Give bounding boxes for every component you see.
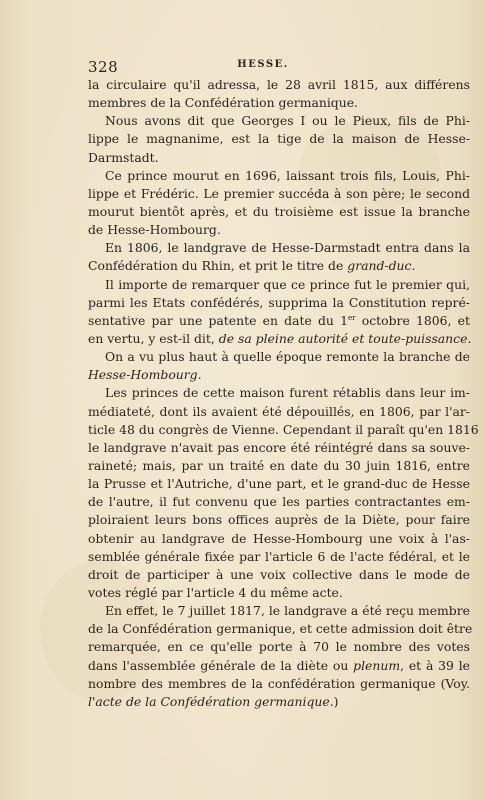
line-text: Ce prince mourut en 1696, laissant trois fils, Louis, Phi- xyxy=(105,167,470,183)
text-line xyxy=(88,493,470,511)
paragraph xyxy=(88,239,470,275)
line-text: . xyxy=(411,258,416,274)
text-line xyxy=(88,693,470,711)
text-line xyxy=(88,294,470,312)
line-text: Il importe de remarquer que ce prince fut le premier qui, xyxy=(105,276,470,292)
line-text: le landgrave n'avait pas encore été réintégré dans sa souve- xyxy=(88,439,470,455)
text-line xyxy=(88,94,470,112)
page-number: 328 xyxy=(88,58,119,76)
text-line xyxy=(88,130,470,148)
text-line xyxy=(88,203,470,221)
line-text: en vertu, y est-il dit, xyxy=(88,330,219,346)
text-line xyxy=(88,421,479,439)
body-text xyxy=(88,76,479,711)
superscript: er xyxy=(348,313,356,322)
line-text: En 1806, le landgrave de Hesse-Darmstadt entra dans la xyxy=(105,240,470,256)
text-line xyxy=(88,403,470,421)
text-line xyxy=(88,384,470,402)
line-text: raineté; mais, par un traité en date du 30 juin 1816, entre xyxy=(88,457,470,473)
line-text: , et à 39 le xyxy=(400,657,470,673)
line-text: ticle 48 du congrès de Vienne. Cependant il paraît qu'en 1816 xyxy=(88,421,479,437)
line-text: lippe et Frédéric. Le premier succéda à son père; le second xyxy=(88,185,470,201)
running-title: HESSE. xyxy=(237,59,289,70)
paragraph xyxy=(88,384,479,602)
italic-text: grand-duc xyxy=(347,258,412,274)
line-text: semblée générale fixée par l'article 6 de l'acte fédéral, et le xyxy=(88,548,470,564)
text-line xyxy=(88,348,470,366)
line-text: droit de participer à une voix collective dans le mode de xyxy=(88,566,470,582)
text-line xyxy=(88,149,470,167)
line-text: Darmstadt. xyxy=(88,149,159,165)
line-text: octobre 1806, et xyxy=(355,312,470,328)
line-text: membres de la Confédération germanique. xyxy=(88,95,358,111)
text-line xyxy=(88,185,470,203)
text-line xyxy=(88,457,470,475)
text-line xyxy=(88,112,470,130)
text-line xyxy=(88,548,470,566)
text-line xyxy=(88,475,470,493)
text-line xyxy=(88,221,470,239)
text-line xyxy=(88,330,470,348)
text-line xyxy=(88,638,470,656)
text-line xyxy=(88,439,470,457)
line-text: parmi les Etats confédérés, supprima la Constitution repré- xyxy=(88,294,470,310)
line-text: On a vu plus haut à quelle époque remonte la branche de xyxy=(105,349,470,365)
paragraph xyxy=(88,276,470,349)
line-text: . xyxy=(197,367,202,383)
line-text: Les princes de cette maison furent rétablis dans leur im- xyxy=(105,385,470,401)
line-text: lippe le magnanime, est la tige de la maison de Hesse- xyxy=(88,131,470,147)
paragraph xyxy=(88,76,470,112)
text-line xyxy=(88,530,470,548)
line-text: obtenir au landgrave de Hesse-Hombourg une voix à l'as- xyxy=(88,530,470,546)
line-text: .) xyxy=(329,693,339,709)
text-line xyxy=(88,276,470,294)
text-line xyxy=(88,584,470,602)
paragraph xyxy=(88,602,473,711)
line-text: remarquée, en ce qu'elle porte à 70 le nombre des votes xyxy=(88,639,470,655)
italic-text: Hesse-Hombourg xyxy=(88,367,198,383)
text-line xyxy=(88,239,470,257)
paragraph xyxy=(88,112,470,166)
paragraph xyxy=(88,348,470,384)
line-text: dans l'assemblée générale de la diète ou xyxy=(88,657,354,673)
line-text: sentative par une patente en date du 1 xyxy=(88,312,349,328)
text-line xyxy=(88,76,470,94)
line-text: votes réglé par l'article 4 du même acte. xyxy=(88,584,343,600)
line-text: de Hesse-Hombourg. xyxy=(88,222,221,238)
italic-text: plenum xyxy=(353,657,401,673)
text-line xyxy=(88,366,470,384)
line-text: médiateté, dont ils avaient été dépouillés, en 1806, par l'ar- xyxy=(88,403,470,419)
line-text: En effet, le 7 juillet 1817, le landgrave a été reçu membre xyxy=(105,603,470,619)
text-line xyxy=(88,566,470,584)
text-line xyxy=(88,675,470,693)
italic-text: l'acte de la Confédération germanique xyxy=(88,693,330,709)
text-line xyxy=(88,511,470,529)
line-text: la circulaire qu'il adressa, le 28 avril 1815, aux différens xyxy=(88,77,470,92)
text-line xyxy=(88,167,470,185)
text-line xyxy=(88,602,470,620)
text-line xyxy=(88,657,470,675)
line-text: nombre des membres de la confédération germanique (Voy. xyxy=(88,675,470,691)
text-line xyxy=(88,620,473,638)
paragraph xyxy=(88,167,470,240)
line-text: . xyxy=(467,330,472,346)
line-text: ploiraient leurs bons offices auprès de la Diète, pour faire xyxy=(88,512,470,528)
line-text: de l'autre, il fut convenu que les parties contractantes em- xyxy=(88,494,470,510)
line-text: mourut bientôt après, et du troisième est issue la branche xyxy=(88,203,470,219)
italic-text: de sa pleine autorité et toute-puissance xyxy=(218,330,468,346)
line-text: la Prusse et l'Autriche, d'une part, et le grand-duc de Hesse xyxy=(88,476,470,492)
text-line xyxy=(88,257,470,275)
line-text: de la Confédération germanique, et cette admission doit être xyxy=(88,621,473,637)
line-text: Nous avons dit que Georges I ou le Pieux, fils de Phi- xyxy=(105,113,470,129)
text-line xyxy=(88,312,470,330)
line-text: Confédération du Rhin, et prit le titre de xyxy=(88,258,348,274)
page-header xyxy=(88,58,438,74)
